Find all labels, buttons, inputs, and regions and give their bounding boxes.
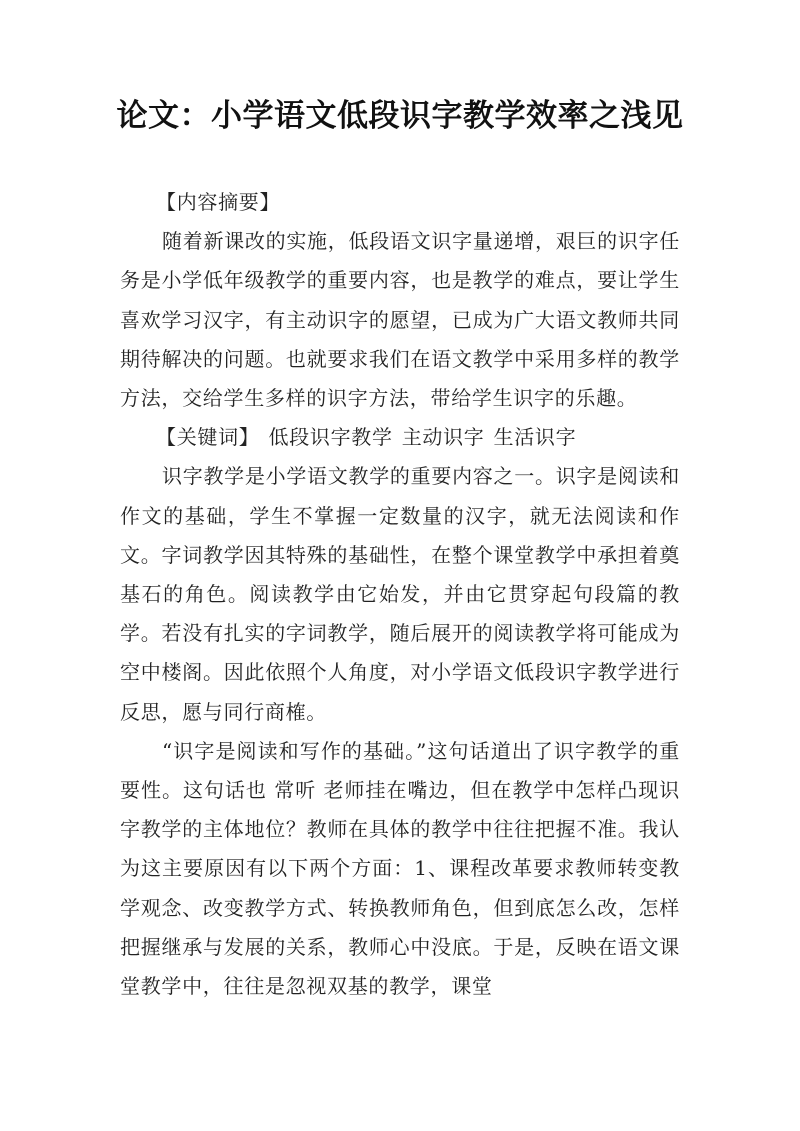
body-paragraph-2: “识字是阅读和写作的基础。”这句话道出了识字教学的重要性。这句话也 常听 老师挂在嘴边，但在教学中怎样凸现识字教学的主体地位？教师在具体的教学中往往把握不准。我认为这主要原因有以下两个方面：1、课程改革要求教师转变教学观念、改变教学方式、转换教师角色，但到底怎么改，怎样把握继承与发展的关系，教师心中没底。于是，反映在语文课堂教学中，往往是忽视双基的教学，课堂 xyxy=(120,738,680,999)
keyword-item: 生活识字 xyxy=(493,425,577,450)
keyword-item: 低段识字教学 xyxy=(268,425,393,450)
abstract-text: 随着新课改的实施，低段语文识字量递增，艰巨的识字任务是小学低年级教学的重要内容，也是教学的难点，要让学生喜欢学习汉字，有主动识字的愿望，已成为广大语文教师共同期待解决的问题。也就要求我们在语文教学中采用多样的教学方法，交给学生多样的识字方法，带给学生识字的乐趣。 xyxy=(120,229,680,411)
body-paragraph-1: 识字教学是小学语文教学的重要内容之一。识字是阅读和作文的基础，学生不掌握一定数量的汉字，就无法阅读和作文。字词教学因其特殊的基础性，在整个课堂教学中承担着奠基石的角色。阅读教学由它始发，并由它贯穿起句段篇的教学。若没有扎实的字词教学，随后展开的阅读教学将可能成为空中楼阁。因此依照个人角度，对小学语文低段识字教学进行反思，愿与同行商榷。 xyxy=(120,464,680,724)
keyword-item: 主动识字 xyxy=(401,425,485,450)
document-body xyxy=(120,183,680,1006)
keywords-line xyxy=(120,418,680,457)
keywords-label: 【关键词】 xyxy=(156,425,260,450)
document-title: 论文：小学语文低段识字教学效率之浅见 xyxy=(116,98,684,134)
abstract-label: 【内容摘要】 xyxy=(156,190,281,214)
